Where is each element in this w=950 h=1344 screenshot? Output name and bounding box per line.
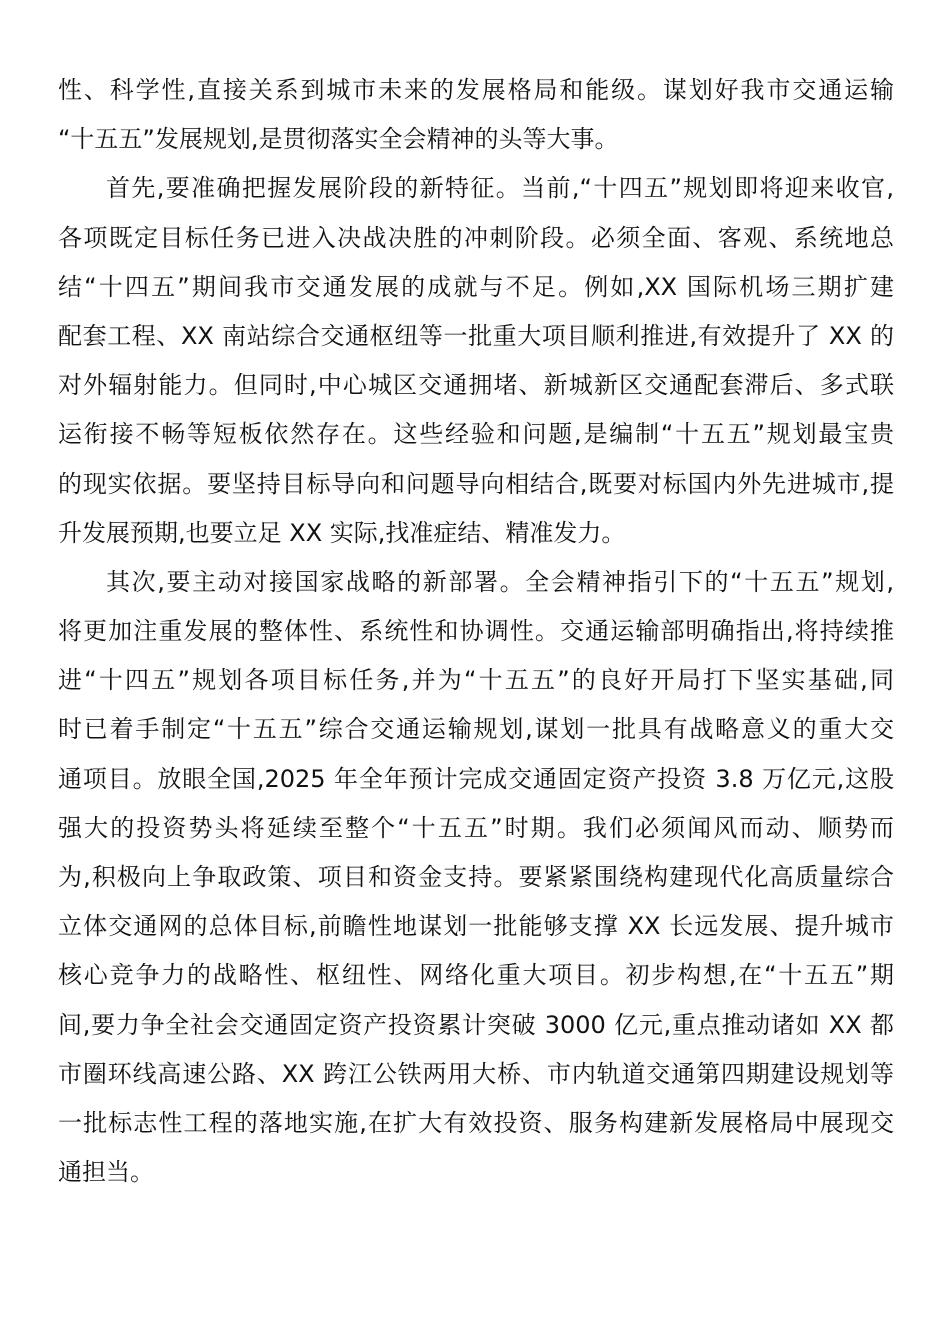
paragraph-second-point — [58, 558, 894, 1197]
text-line: 对外辐射能力。但同时,中心城区交通拥堵、新城新区交通配套滞后、多式联 — [58, 371, 894, 400]
text-line: 进“十四五”规划各项目标任务,并为“十五五”的良好开局打下坚实基础,同 — [58, 666, 894, 695]
text-line: 升发展预期,也要立足 XX 实际,找准症结、精准发力。 — [58, 518, 626, 547]
text-line: 将更加注重发展的整体性、系统性和协调性。交通运输部明确指出,将持续推 — [58, 617, 894, 646]
text-line: 立体交通网的总体目标,前瞻性地谋划一批能够支撑 XX 长远发展、提升城市 — [58, 912, 894, 941]
text-line: 性、科学性,直接关系到城市未来的发展格局和能级。谋划好我市交通运输 — [58, 76, 894, 104]
text-line: 市圈环线高速公路、XX 跨江公铁两用大桥、市内轨道交通第四期建设规划等 — [58, 1059, 894, 1088]
text-line: 通担当。 — [58, 1158, 154, 1187]
text-line: 强大的投资势头将延续至整个“十五五”时期。我们必须闻风而动、顺势而 — [58, 813, 894, 842]
text-line: 运衔接不畅等短板依然存在。这些经验和问题,是编制“十五五”规划最宝贵 — [58, 420, 894, 449]
text-line: 为,积极向上争取政策、项目和资金支持。要紧紧围绕构建现代化高质量综合 — [58, 863, 894, 891]
text-line: 的现实依据。要坚持目标导向和问题导向相结合,既要对标国内外先进城市,提 — [58, 469, 894, 498]
paragraph-continued — [58, 66, 894, 164]
text-line: 结“十四五”期间我市交通发展的成就与不足。例如,XX 国际机场三期扩建 — [58, 272, 894, 301]
text-line: 配套工程、XX 南站综合交通枢纽等一批重大项目顺利推进,有效提升了 XX 的 — [58, 321, 894, 350]
text-line: 一批标志性工程的落地实施,在扩大有效投资、服务构建新发展格局中展现交 — [58, 1108, 894, 1137]
text-line: 首先,要准确把握发展阶段的新特征。当前,“十四五”规划即将迎来收官, — [106, 174, 894, 203]
text-line: 其次,要主动对接国家战略的新部署。全会精神指引下的“十五五”规划, — [106, 567, 894, 596]
text-line: 各项既定目标任务已进入决战决胜的冲刺阶段。必须全面、客观、系统地总 — [58, 223, 894, 252]
text-line: 核心竞争力的战略性、枢纽性、网络化重大项目。初步构想,在“十五五”期 — [58, 961, 894, 990]
text-line: 间,要力争全社会交通固定资产投资累计突破 3000 亿元,重点推动诸如 XX 都 — [58, 1010, 894, 1039]
text-line: 时已着手制定“十五五”综合交通运输规划,谋划一批具有战略意义的重大交 — [58, 715, 894, 744]
text-line: 通项目。放眼全国,2025 年全年预计完成交通固定资产投资 3.8 万亿元,这股 — [58, 764, 894, 793]
paragraph-first-point — [58, 164, 894, 558]
document-page — [58, 66, 894, 1197]
text-line: “十五五”发展规划,是贯彻落实全会精神的头等大事。 — [58, 125, 619, 154]
